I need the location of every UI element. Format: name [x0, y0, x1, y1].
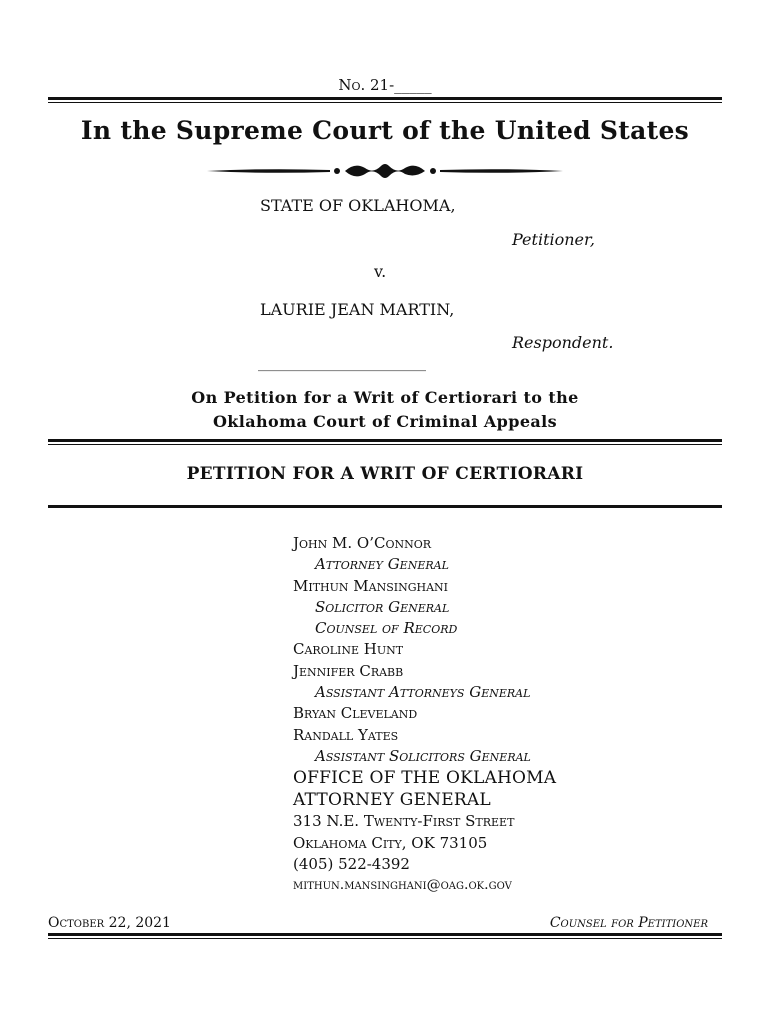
- city-address: Oklahoma City, OK 73105: [293, 833, 488, 852]
- counsel-title: Attorney General: [315, 555, 449, 574]
- respondent-name: LAURIE JEAN MARTIN,: [260, 300, 455, 319]
- middle-rule-thick: [48, 439, 722, 442]
- counsel-block: [293, 533, 556, 896]
- counsel-name: John M. O’Connor: [293, 534, 432, 552]
- counsel-for-label: Counsel for Petitioner: [549, 915, 708, 931]
- docket-number: No. 21-_____: [338, 76, 432, 94]
- certiorari-line-2: Oklahoma Court of Criminal Appeals: [212, 412, 558, 431]
- phone-number: (405) 522-4392: [293, 854, 410, 873]
- top-rule-thin: [48, 102, 722, 103]
- filing-date: October 22, 2021: [48, 915, 171, 931]
- petition-title: PETITION FOR A WRIT OF CERTIORARI: [186, 464, 584, 484]
- counsel-title: Counsel of Record: [315, 619, 458, 638]
- counsel-name: Randall Yates: [293, 725, 399, 744]
- counsel-name: Jennifer Crabb: [293, 661, 404, 680]
- office-name: ATTORNEY GENERAL: [293, 790, 491, 811]
- counsel-name: Mithun Mansinghani: [293, 576, 449, 595]
- counsel-title: Solicitor General: [315, 597, 450, 616]
- certiorari-caption: [0, 386, 770, 434]
- court-title: In the Supreme Court of the United States: [80, 116, 690, 145]
- counsel-name: Caroline Hunt: [293, 640, 404, 659]
- respondent-role: Respondent.: [512, 333, 614, 352]
- ornament-divider: [205, 160, 565, 182]
- versus: v.: [374, 262, 387, 281]
- party-separator: ________________________: [258, 356, 426, 372]
- certiorari-line-1: On Petition for a Writ of Certiorari to the: [191, 388, 579, 407]
- counsel-title: Assistant Solicitors General: [315, 746, 531, 765]
- counsel-name: Bryan Cleveland: [293, 704, 418, 723]
- middle-rule-thin: [48, 444, 722, 445]
- footer-rule-thick: [48, 933, 722, 936]
- street-address: 313 N.E. Twenty-First Street: [293, 812, 515, 831]
- counsel-title: Assistant Attorneys General: [315, 683, 531, 702]
- petitioner-role: Petitioner,: [512, 230, 595, 249]
- petitioner-name: STATE OF OKLAHOMA,: [260, 196, 456, 215]
- email-address: mithun.mansinghani@oag.ok.gov: [293, 877, 512, 894]
- title-rule-thick: [48, 505, 722, 508]
- top-rule-thick: [48, 97, 722, 100]
- footer-rule-thin: [48, 938, 722, 939]
- office-name: OFFICE OF THE OKLAHOMA: [293, 768, 557, 789]
